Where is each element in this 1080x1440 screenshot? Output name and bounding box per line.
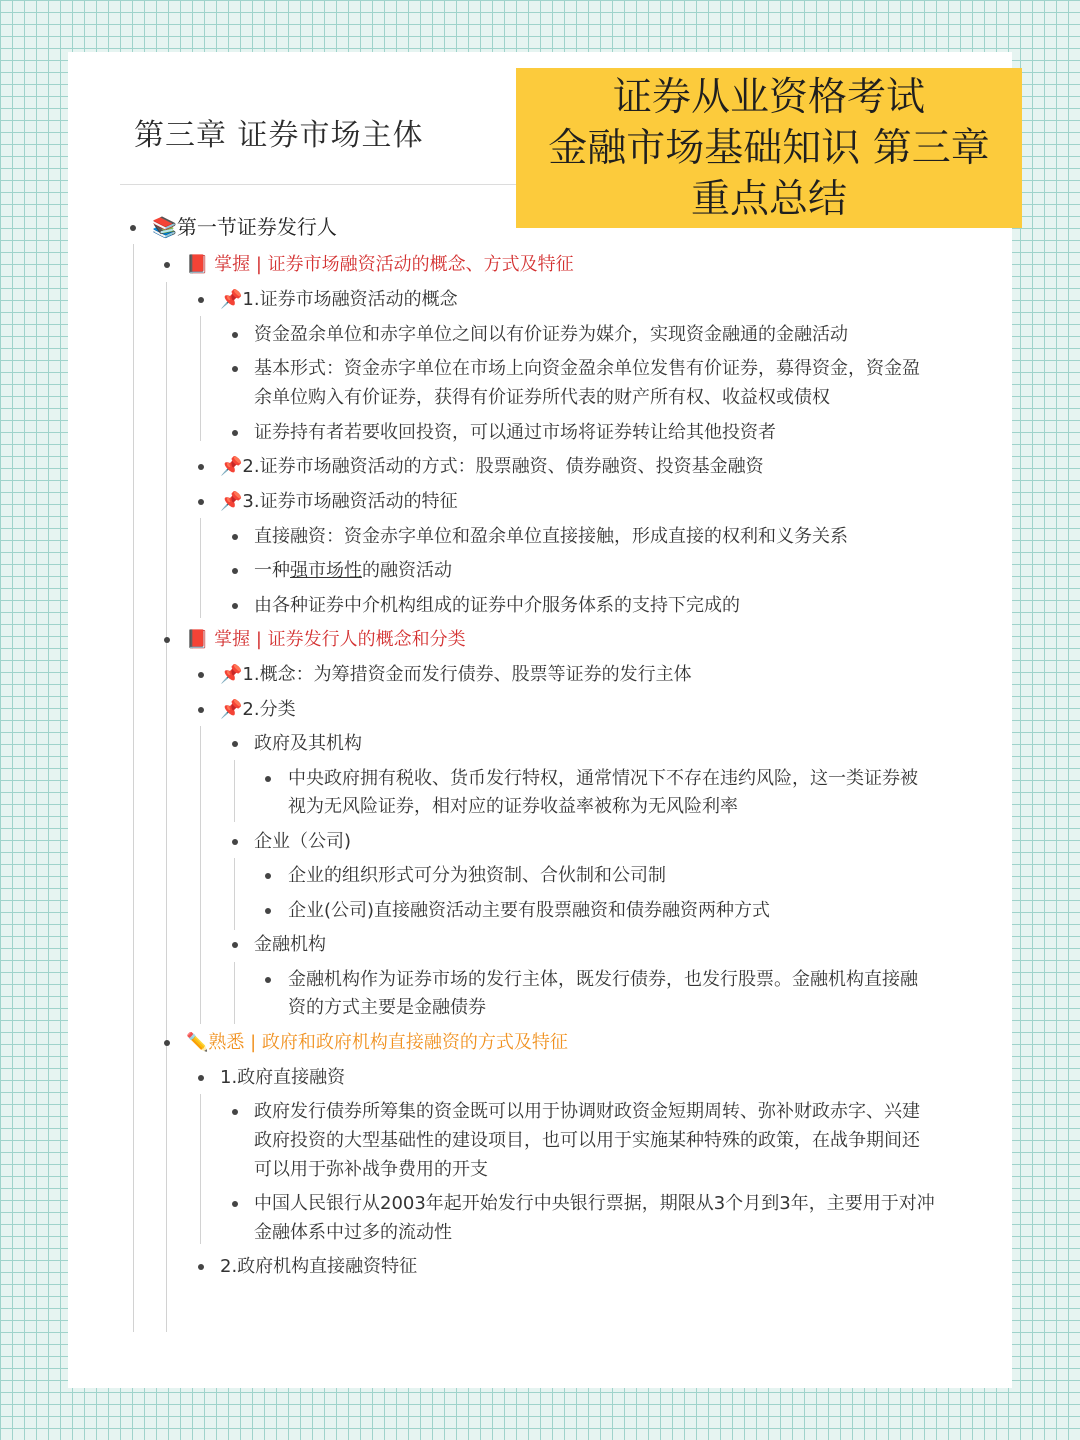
list-item: 📌1.证券市场融资活动的概念 — [220, 289, 458, 310]
red-book-icon: 📕 — [186, 254, 209, 275]
list-item: 由各种证券中介机构组成的证券中介服务体系的支持下完成的 — [254, 595, 740, 616]
list-item: 中央政府拥有税收、货币发行特权，通常情况下不存在违约风险，这一类证券被 — [288, 768, 918, 789]
red-book-icon: 📕 — [186, 629, 209, 650]
bullet — [265, 776, 271, 782]
bullet — [198, 1075, 204, 1081]
tree-guide-line — [234, 858, 235, 930]
pushpin-icon: 📌 — [220, 456, 243, 477]
list-item: 金融机构作为证券市场的发行主体，既发行债券，也发行股票。金融机构直接融 — [288, 969, 918, 990]
title-banner — [516, 68, 1022, 228]
bullet — [265, 908, 271, 914]
tree-guide-line — [200, 518, 201, 618]
bullet — [232, 603, 238, 609]
bullet — [164, 262, 170, 268]
topic-heading: ✏️熟悉 | 政府和政府机构直接融资的方式及特征 — [186, 1032, 568, 1053]
list-item: 政府及其机构 — [254, 733, 362, 754]
list-item: 金融机构 — [254, 934, 326, 955]
list-item-continuation: 可以用于弥补战争费用的开支 — [254, 1159, 488, 1180]
tree-guide-line — [200, 726, 201, 1024]
list-item: 资金盈余单位和赤字单位之间以有价证券为媒介，实现资金融通的金融活动 — [254, 324, 848, 345]
list-item: 📌3.证券市场融资活动的特征 — [220, 491, 458, 512]
topic-heading: 📕 掌握 | 证券市场融资活动的概念、方式及特征 — [186, 254, 574, 275]
list-item: 📌1.概念：为筹措资金而发行债券、股票等证券的发行主体 — [220, 664, 692, 685]
tree-guide-line — [234, 760, 235, 822]
bullet — [198, 707, 204, 713]
list-item: 1.政府直接融资 — [220, 1067, 346, 1088]
list-item: 📌2.证券市场融资活动的方式：股票融资、债券融资、投资基金融资 — [220, 456, 764, 477]
list-item-continuation: 资的方式主要是金融债券 — [288, 997, 486, 1018]
bullet — [198, 1264, 204, 1270]
bullet — [198, 464, 204, 470]
list-item: 企业(公司)直接融资活动主要有股票融资和债券融资两种方式 — [288, 900, 771, 921]
bullet — [198, 672, 204, 678]
pushpin-icon: 📌 — [220, 699, 243, 720]
bullet — [232, 1109, 238, 1115]
topic-heading: 📕 掌握 | 证券发行人的概念和分类 — [186, 629, 466, 650]
pushpin-icon: 📌 — [220, 289, 243, 310]
list-item-continuation: 视为无风险证券，相对应的证券收益率被称为无风险利率 — [288, 796, 738, 817]
bullet — [232, 568, 238, 574]
pushpin-icon: 📌 — [220, 664, 243, 685]
tree-guide-line — [200, 316, 201, 441]
bullet — [265, 873, 271, 879]
pushpin-icon: 📌 — [220, 491, 243, 512]
list-item-continuation: 余单位购入有价证券，获得有价证券所代表的财产所有权、收益权或债权 — [254, 387, 830, 408]
bullet — [232, 1201, 238, 1207]
list-item: 企业的组织形式可分为独资制、合伙制和公司制 — [288, 865, 666, 886]
bullet — [130, 225, 136, 231]
books-icon: 📚 — [152, 215, 177, 239]
bullet — [232, 430, 238, 436]
tree-guide-line — [234, 962, 235, 1024]
list-item: 中国人民银行从2003年起开始发行中央银行票据，期限从3个月到3年，主要用于对冲 — [254, 1193, 935, 1214]
bullet — [164, 1040, 170, 1046]
bullet — [265, 977, 271, 983]
bullet — [232, 839, 238, 845]
list-item: 基本形式：资金赤字单位在市场上向资金盈余单位发售有价证券，募得资金，资金盈 — [254, 358, 920, 379]
banner-line-2: 金融市场基础知识 第三章 — [548, 126, 990, 171]
bullet — [198, 297, 204, 303]
section-heading: 📚第一节证券发行人 — [152, 215, 337, 239]
tree-guide-line — [166, 282, 167, 1332]
list-item: 政府发行债券所筹集的资金既可以用于协调财政资金短期周转、弥补财政赤字、兴建 — [254, 1101, 920, 1122]
underlined-term: 强市场性 — [290, 560, 362, 581]
bullet — [232, 366, 238, 372]
list-item: 证券持有者若要收回投资，可以通过市场将证券转让给其他投资者 — [254, 422, 776, 443]
list-item-continuation: 政府投资的大型基础性的建设项目，也可以用于实施某种特殊的政策，在战争期间还 — [254, 1130, 920, 1151]
list-item: 一种强市场性的融资活动 — [254, 560, 452, 581]
bullet — [232, 332, 238, 338]
banner-line-1: 证券从业资格考试 — [612, 75, 925, 120]
bullet — [164, 637, 170, 643]
bullet — [232, 942, 238, 948]
pencil-icon: ✏️ — [186, 1032, 209, 1053]
list-item-continuation: 金融体系中过多的流动性 — [254, 1222, 452, 1243]
list-item: 企业（公司) — [254, 831, 352, 852]
list-item: 直接融资：资金赤字单位和盈余单位直接接触，形成直接的权利和义务关系 — [254, 526, 848, 547]
tree-guide-line — [200, 1094, 201, 1244]
tree-guide-line — [133, 244, 134, 1332]
bullet — [198, 499, 204, 505]
bullet — [232, 741, 238, 747]
bullet — [232, 534, 238, 540]
list-item: 📌2.分类 — [220, 699, 296, 720]
banner-line-3: 重点总结 — [690, 177, 847, 222]
list-item: 2.政府机构直接融资特征 — [220, 1256, 418, 1277]
page-title: 第三章 证券市场主体 — [134, 118, 424, 153]
